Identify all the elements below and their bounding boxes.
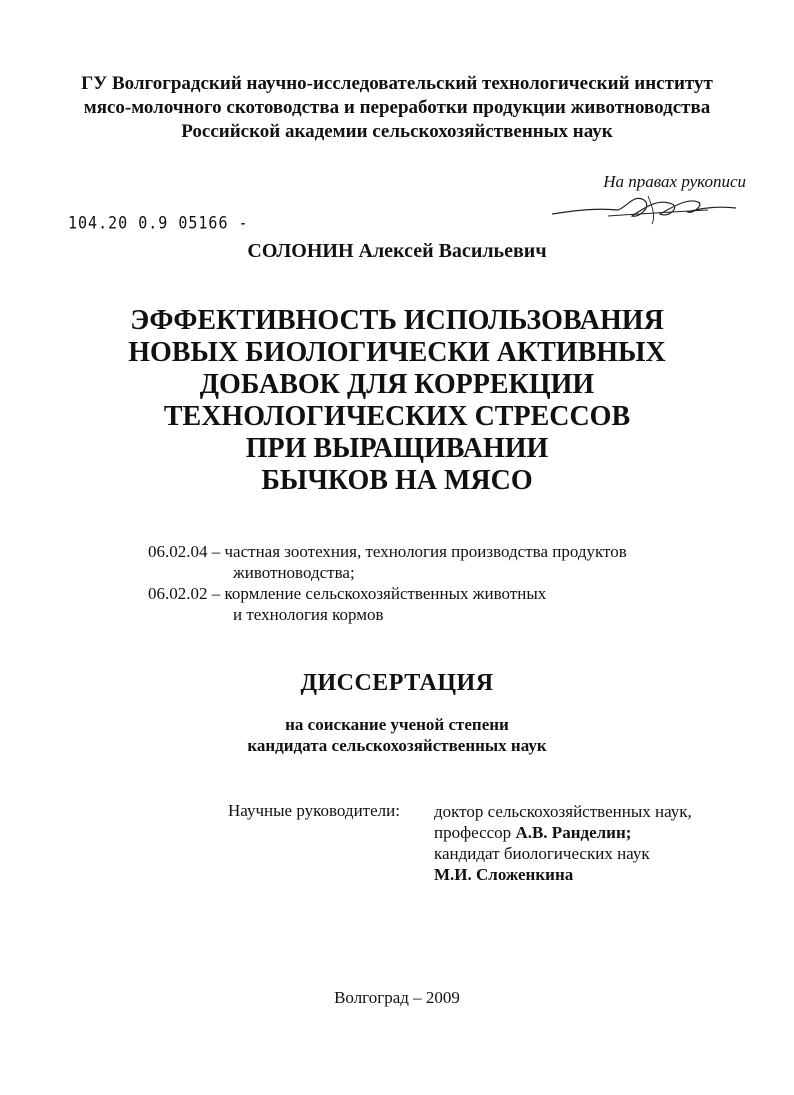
supervisor-line-2 bbox=[434, 822, 692, 843]
institute-line-3: Российской академии сельскохозяйственных наук bbox=[181, 121, 613, 142]
supervisor-name-1: А.В. Ранделин; bbox=[515, 823, 632, 842]
title-line: НОВЫХ БИОЛОГИЧЕСКИ АКТИВНЫХ bbox=[128, 337, 666, 368]
author-name: СОЛОНИН Алексей Васильевич bbox=[247, 240, 547, 262]
title-line: ПРИ ВЫРАЩИВАНИИ bbox=[245, 433, 549, 464]
handwritten-signature bbox=[548, 186, 738, 228]
title-line: ЭФФЕКТИВНОСТЬ ИСПОЛЬЗОВАНИЯ bbox=[130, 305, 664, 336]
institute-line-2: мясо-молочного скотоводства и переработки продукции животноводства bbox=[83, 97, 711, 118]
title-line: БЫЧКОВ НА МЯСО bbox=[261, 465, 533, 496]
supervisor-line-1: доктор сельскохозяйственных наук, bbox=[434, 802, 692, 821]
specialty-line: 06.02.04 – частная зоотехния, технология производства продуктов bbox=[148, 542, 627, 561]
specialty-line: 06.02.02 – кормление сельскохозяйственных животных bbox=[148, 584, 547, 603]
dissertation-label: ДИССЕРТАЦИЯ bbox=[300, 670, 494, 696]
degree-line-1: на соискание ученой степени bbox=[285, 715, 509, 734]
degree-line-2: кандидата сельскохозяйственных наук bbox=[247, 736, 547, 755]
supervisor-name-2: М.И. Сложенкина bbox=[434, 865, 574, 884]
title-line: ДОБАВОК ДЛЯ КОРРЕКЦИИ bbox=[199, 369, 595, 400]
supervisors-label: Научные руководители: bbox=[228, 801, 400, 820]
specialty-continuation: животноводства; bbox=[233, 563, 355, 582]
dissertation-title bbox=[0, 305, 794, 497]
supervisors-list bbox=[434, 801, 692, 885]
city-year-footer: Волгоград – 2009 bbox=[334, 988, 460, 1007]
institute-line-1: ГУ Волгоградский научно-исследовательский технологический институт bbox=[81, 73, 713, 94]
rights-note: На правах рукописи bbox=[603, 172, 746, 191]
supervisor-title: профессор bbox=[434, 823, 516, 842]
institute-header bbox=[0, 72, 794, 144]
archive-stamp-number: 104.20 0.9 05166 - bbox=[68, 212, 249, 234]
specialty-continuation: и технология кормов bbox=[233, 605, 384, 624]
degree-statement bbox=[0, 714, 794, 756]
title-line: ТЕХНОЛОГИЧЕСКИХ СТРЕССОВ bbox=[163, 401, 631, 432]
supervisor-line-3: кандидат биологических наук bbox=[434, 844, 650, 863]
specialties-list bbox=[148, 541, 627, 625]
